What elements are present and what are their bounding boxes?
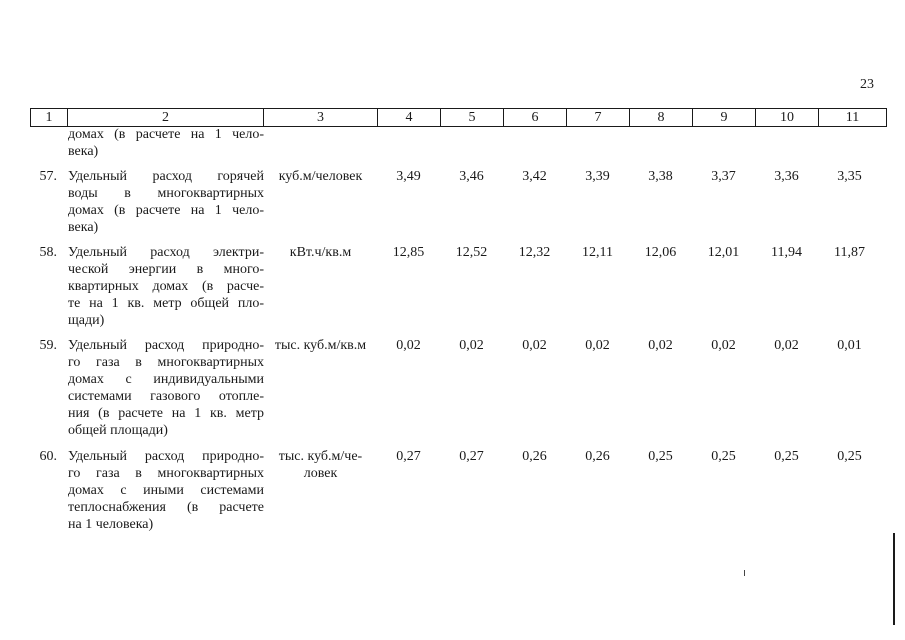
unit-line: ловек — [303, 466, 338, 481]
value-cell-col-10: 0,02 — [774, 338, 799, 353]
table-row — [30, 126, 881, 160]
header-cell-3: 3 — [264, 109, 378, 127]
description-line: на 1 человека) — [68, 517, 154, 532]
value-cell-col-11: 11,87 — [834, 245, 865, 260]
header-cell-4: 4 — [378, 109, 441, 127]
unit-of-measure — [264, 168, 377, 236]
indicator-description — [67, 168, 264, 236]
value-cell-col-7: 12,11 — [582, 245, 613, 260]
description-line: ческой энергии в много- — [68, 262, 264, 277]
value-cell-col-8 — [629, 126, 692, 160]
margin-rule — [893, 533, 895, 625]
scan-mark — [744, 570, 745, 576]
indicator-description — [67, 244, 264, 329]
value-cell-col-6: 3,42 — [522, 169, 547, 184]
description-line: ния (в расчете на 1 кв. метр — [68, 406, 264, 421]
description-line: те на 1 кв. метр общей пло- — [68, 296, 264, 311]
description-line: Удельный расход природно- — [68, 449, 264, 464]
unit-of-measure — [264, 448, 377, 533]
value-cell-col-9: 0,02 — [711, 338, 736, 353]
description-line: теплоснабжения (в расчете — [68, 500, 264, 515]
page-number: 23 — [860, 77, 874, 92]
header-cell-5: 5 — [441, 109, 504, 127]
description-line: воды в многоквартирных — [68, 186, 264, 201]
unit-line: кВт.ч/кв.м — [289, 245, 352, 260]
table-row — [30, 337, 881, 439]
value-cell-col-6 — [503, 126, 566, 160]
description-line: щади) — [68, 313, 105, 328]
table-row — [30, 448, 881, 533]
value-cell-col-4 — [377, 126, 440, 160]
value-cell-col-7: 0,26 — [585, 449, 610, 464]
indicator-description — [67, 337, 264, 439]
value-cell-col-11 — [818, 126, 881, 160]
value-cell-col-6: 0,26 — [522, 449, 547, 464]
row-number: 60. — [39, 449, 57, 464]
row-number — [30, 126, 67, 160]
value-cell-col-5: 3,46 — [459, 169, 484, 184]
header-cell-7: 7 — [567, 109, 630, 127]
indicator-description — [67, 126, 264, 160]
value-cell-col-8: 3,38 — [648, 169, 673, 184]
value-cell-col-5 — [440, 126, 503, 160]
unit-line: куб.м/человек — [278, 169, 363, 184]
value-cell-col-4: 0,27 — [396, 449, 421, 464]
description-line: Удельный расход природно- — [68, 338, 264, 353]
value-cell-col-6: 12,32 — [518, 245, 551, 260]
description-line: домах (в расчете на 1 чело- — [68, 203, 264, 218]
value-cell-col-7: 0,02 — [585, 338, 610, 353]
value-cell-col-11: 0,01 — [837, 338, 862, 353]
header-cell-10: 10 — [756, 109, 819, 127]
value-cell-col-7 — [566, 126, 629, 160]
description-line: Удельный расход электри- — [68, 245, 264, 260]
value-cell-col-10: 3,36 — [774, 169, 799, 184]
description-line: домах с иными системами — [68, 483, 264, 498]
value-cell-col-4: 0,02 — [396, 338, 421, 353]
header-cell-6: 6 — [504, 109, 567, 127]
row-number: 58. — [39, 245, 57, 260]
unit-of-measure — [264, 126, 377, 160]
value-cell-col-11: 3,35 — [837, 169, 862, 184]
value-cell-col-11: 0,25 — [837, 449, 862, 464]
header-cell-1: 1 — [31, 109, 68, 127]
header-cell-2: 2 — [68, 109, 264, 127]
value-cell-col-8: 0,25 — [648, 449, 673, 464]
description-line: общей площади) — [68, 423, 168, 438]
value-cell-col-10: 11,94 — [771, 245, 802, 260]
value-cell-col-10 — [755, 126, 818, 160]
description-line: системами газового отопле- — [68, 389, 264, 404]
description-line: домах с индивидуальными — [68, 372, 264, 387]
description-line: века) — [68, 144, 99, 159]
row-number: 57. — [39, 169, 57, 184]
value-cell-col-9: 0,25 — [711, 449, 736, 464]
column-number-header — [30, 108, 887, 127]
description-line: домах (в расчете на 1 чело- — [68, 127, 264, 142]
value-cell-col-5: 0,02 — [459, 338, 484, 353]
value-cell-col-8: 12,06 — [644, 245, 677, 260]
header-cell-8: 8 — [630, 109, 693, 127]
value-cell-col-9 — [692, 126, 755, 160]
value-cell-col-10: 0,25 — [774, 449, 799, 464]
table-row — [30, 168, 881, 236]
description-line: го газа в многоквартирных — [68, 466, 264, 481]
value-cell-col-4: 12,85 — [392, 245, 425, 260]
unit-of-measure — [264, 244, 377, 329]
table-row — [30, 244, 881, 329]
indicator-description — [67, 448, 264, 533]
value-cell-col-9: 12,01 — [707, 245, 740, 260]
description-line: века) — [68, 220, 99, 235]
value-cell-col-6: 0,02 — [522, 338, 547, 353]
description-line: квартирных домах (в расче- — [68, 279, 264, 294]
unit-of-measure — [264, 337, 377, 439]
description-line: го газа в многоквартирных — [68, 355, 264, 370]
value-cell-col-8: 0,02 — [648, 338, 673, 353]
description-line: Удельный расход горячей — [68, 169, 264, 184]
unit-line: тыс. куб.м/че- — [278, 449, 363, 464]
value-cell-col-5: 0,27 — [459, 449, 484, 464]
value-cell-col-7: 3,39 — [585, 169, 610, 184]
header-cell-11: 11 — [819, 109, 887, 127]
unit-line: тыс. куб.м/кв.м — [274, 338, 367, 353]
row-number: 59. — [39, 338, 57, 353]
value-cell-col-9: 3,37 — [711, 169, 736, 184]
value-cell-col-5: 12,52 — [455, 245, 488, 260]
header-cell-9: 9 — [693, 109, 756, 127]
value-cell-col-4: 3,49 — [396, 169, 421, 184]
